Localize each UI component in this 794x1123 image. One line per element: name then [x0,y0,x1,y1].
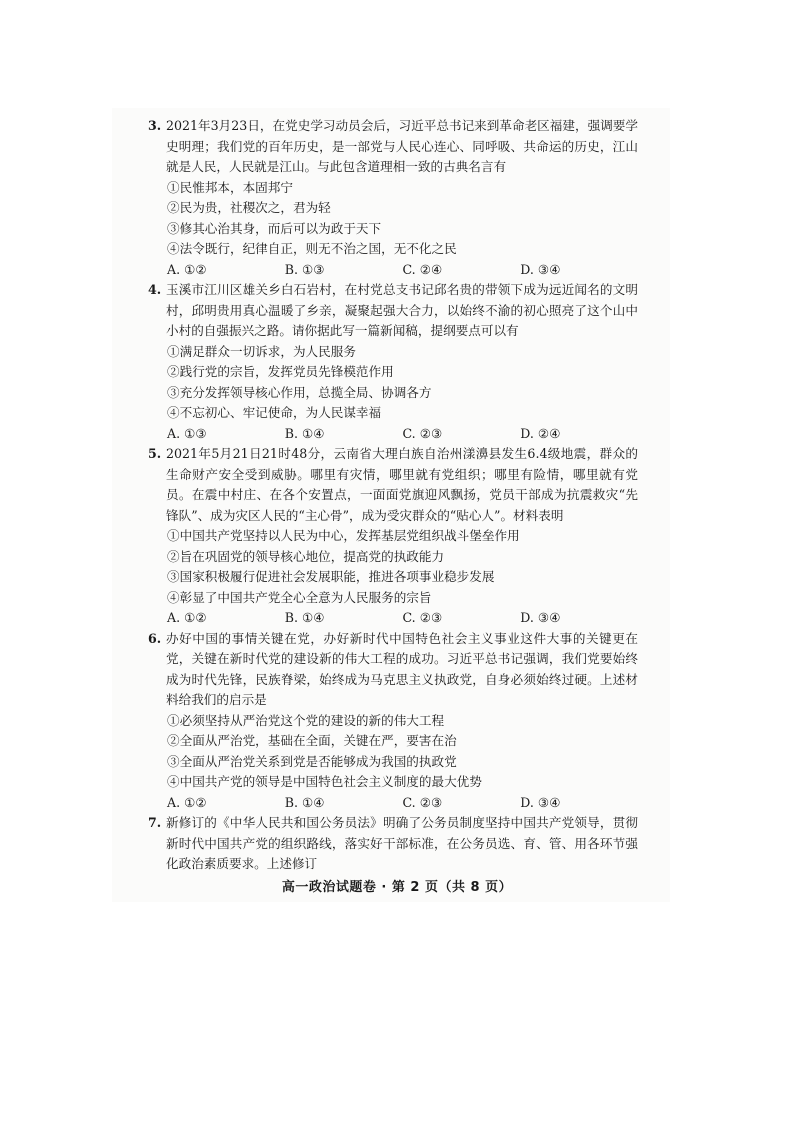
exam-content [148,116,638,875]
question-text: 办好中国的事情关键在党，办好新时代中国特色社会主义事业这件大事的关键更在党，关键在新时代党的建设新的伟大工程的成功。习近平总书记强调，我们党要始终成为时代先锋，民族脊梁，始终成为马克思主义执政党，自身必须始终过硬。上述材料给我们的启示是 [166,630,638,707]
question-text: 2021年3月23日，在党史学习动员会后，习近平总书记来到革命老区福建，强调要学史明理；我们党的百年历史，是一部党与人民心连心、同呼吸、共命运的历史，江山就是人民，人民就是江山。与此包含道理相一致的古典名言有 [166,118,638,174]
question-stem [148,813,638,875]
statement-option: ④中国共产党的领导是中国特色社会主义制度的最大优势 [167,774,482,789]
choice-c: C. ②③ [402,610,443,625]
choice-d: D. ②④ [520,425,561,441]
question-5 [148,444,638,629]
choice-a: A. ①② [167,261,207,277]
choice-b: B. ①④ [284,794,325,810]
statement-option: ②践行党的宗旨，发挥党员先锋模范作用 [167,364,394,379]
choice-c: C. ②③ [402,794,443,810]
answer-choices [148,260,638,281]
question-stem [148,116,638,178]
question-6 [148,629,638,814]
choice-a: A. ①③ [167,425,207,441]
choice-a: A. ①② [167,794,207,810]
statement-option: ②民为贵，社稷次之，君为轻 [167,200,331,215]
choice-c: C. ②③ [402,425,443,441]
statement-option: ③国家积极履行促进社会发展职能，推进各项事业稳步发展 [167,569,495,584]
question-number: 3. [148,118,162,133]
statement-option: ④不忘初心、牢记使命，为人民谋幸福 [167,405,382,420]
statement-option: ①满足群众一切诉求，为人民服务 [167,343,356,359]
choice-d: D. ③④ [520,794,561,810]
question-stem [148,280,638,342]
question-4 [148,280,638,444]
answer-choices [148,793,638,814]
statement-option: ①必须坚持从严治党这个党的建设的新的伟大工程 [167,712,445,728]
statement-option: ③全面从严治党关系到党是否能够成为我国的执政党 [167,753,457,769]
question-number: 7. [148,815,162,830]
choice-b: B. ①④ [284,610,325,625]
choice-d: D. ③④ [520,261,561,277]
question-number: 6. [148,630,162,646]
question-stem [148,629,638,711]
question-number: 5. [148,446,162,461]
choice-a: A. ①② [167,610,207,625]
question-number: 4. [148,282,162,297]
statement-option: ④法令既行，纪律自正，则无不治之国，无不化之民 [167,241,457,256]
choice-c: C. ②④ [402,261,443,277]
answer-choices [148,424,638,445]
question-7 [148,813,638,875]
question-text: 玉溪市江川区雄关乡白石岩村，在村党总支书记邱名贵的带领下成为远近闻名的文明村，邱明贵用真心温暖了乡亲，凝聚起强大合力，以始终不渝的初心照亮了这个山中小村的自强振兴之路。请你据此写一篇新闻稿，提纲要点可以有 [166,282,638,338]
statement-option: ②全面从严治党，基础在全面，关键在严，要害在治 [167,733,457,748]
question-text: 2021年5月21日21时48分，云南省大理白族自治州漾濞县发生6.4级地震，群众的生命财产安全受到威胁。哪里有灾情，哪里就有党组织；哪里有险情，哪里就有党员。在震中村庄、在各个安置点，一面面党旗迎风飘扬，党员干部成为抗震救灾“先锋队”、成为灾区人民的“主心骨”，成为受灾群众的“贴心人”。材料表明 [166,446,638,523]
statement-option: ③修其心治其身，而后可以为政于天下 [167,220,382,236]
answer-choices [148,608,638,629]
choice-b: B. ①③ [284,261,325,277]
statement-option: ①中国共产党坚持以人民为中心，发挥基层党组织战斗堡垒作用 [167,528,520,543]
question-stem [148,444,638,526]
question-text: 新修订的《中华人民共和国公务员法》明确了公务员制度坚持中国共产党领导，贯彻新时代中国共产党的组织路线，落实好干部标准，在公务员选、育、管、用各环节强化政治素质要求。上述修订 [166,815,638,871]
question-3 [148,116,638,280]
statement-option: ④彰显了中国共产党全心全意为人民服务的宗旨 [167,589,432,605]
choice-d: D. ③④ [520,610,561,625]
statement-option: ③充分发挥领导核心作用，总揽全局、协调各方 [167,384,432,400]
choice-b: B. ①④ [284,425,325,441]
statement-option: ②旨在巩固党的领导核心地位，提高党的执政能力 [167,548,445,564]
page-footer: 高一政治试题卷 · 第 2 页（共 8 页） [281,880,513,895]
statement-option: ①民惟邦本，本固邦宁 [167,179,293,195]
